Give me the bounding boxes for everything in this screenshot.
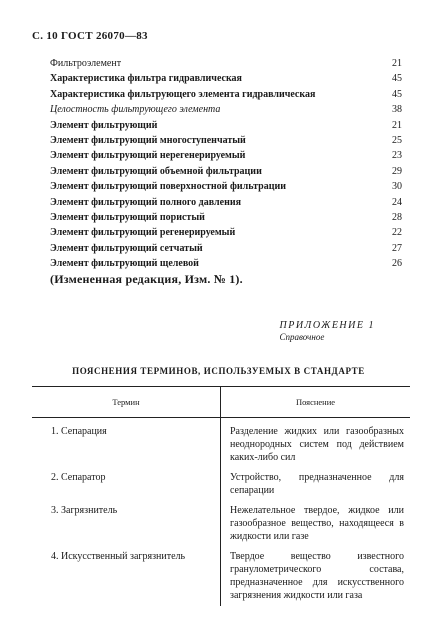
- index-row: [50, 256, 402, 271]
- index-term: Элемент фильтрующий многоступенчатый: [50, 134, 246, 146]
- index-row: [50, 195, 402, 210]
- term-definition: Твердое вещество известного гранулометрического состава, предназначенное для искусственного загрязнения жидкости или газа: [230, 551, 404, 601]
- index-page: 22: [392, 227, 402, 239]
- index-row: [50, 241, 402, 256]
- amendment-note: (Измененная редакция, Изм. № 1).: [50, 272, 243, 286]
- index-row: [50, 179, 402, 194]
- index-term: Элемент фильтрующий сетчатый: [50, 242, 203, 254]
- table-body: [32, 418, 410, 602]
- index-page: 45: [392, 73, 402, 85]
- index-page: 23: [392, 150, 402, 162]
- terms-table: [32, 386, 410, 602]
- appendix-heading: [280, 320, 376, 342]
- table-row: [32, 425, 410, 464]
- index-row: [50, 102, 402, 117]
- appendix-title: ПРИЛОЖЕНИЕ 1: [279, 320, 375, 331]
- term-name: 1. Сепарация: [51, 426, 107, 437]
- term-index: [50, 56, 402, 271]
- term-name: 2. Сепаратор: [51, 472, 106, 483]
- index-term: Характеристика фильтрующего элемента гидравлическая: [50, 88, 316, 100]
- term-definition: Разделение жидких или газообразных неоднородных систем под действием каких-либо сил: [230, 426, 404, 463]
- index-row: [50, 225, 402, 240]
- index-row: [50, 87, 402, 102]
- index-page: 45: [392, 88, 402, 100]
- index-page: 30: [392, 181, 402, 193]
- index-term: Элемент фильтрующий щелевой: [50, 258, 199, 270]
- index-row: [50, 133, 402, 148]
- index-row: [50, 164, 402, 179]
- index-row: [50, 210, 402, 225]
- index-page: 25: [392, 134, 402, 146]
- index-term: Элемент фильтрующий регенерируемый: [50, 227, 236, 239]
- index-row: [50, 118, 402, 133]
- index-term: Элемент фильтрующий нерегенерируемый: [50, 150, 246, 162]
- index-term: Элемент фильтрующий объемной фильтрации: [50, 165, 262, 177]
- index-term: Элемент фильтрующий поверхностной фильтрации: [50, 181, 287, 193]
- column-header-term: Термин: [32, 387, 221, 417]
- table-row: [32, 471, 410, 497]
- table-header: [32, 387, 410, 418]
- term-name: 4. Искусственный загрязнитель: [51, 551, 186, 562]
- column-divider: [220, 418, 221, 606]
- index-row: [50, 148, 402, 163]
- index-term: Элемент фильтрующий полного давления: [50, 196, 241, 208]
- index-term: Элемент фильтрующий пористый: [50, 211, 205, 223]
- index-row: [50, 56, 402, 71]
- index-page: 21: [392, 58, 402, 69]
- page-header: С. 10 ГОСТ 26070—83: [32, 30, 148, 42]
- index-term: Фильтроэлемент: [50, 58, 122, 69]
- table-row: [32, 504, 410, 543]
- term-definition: Устройство, предназначенное для сепарации: [230, 472, 404, 496]
- index-page: 27: [392, 242, 402, 254]
- index-term: Характеристика фильтра гидравлическая: [50, 73, 242, 85]
- index-page: 21: [392, 119, 402, 131]
- index-row: [50, 71, 402, 86]
- index-page: 24: [392, 196, 402, 208]
- term-definition: Нежелательное твердое, жидкое или газообразное вещество, находящееся в жидкости или газе: [230, 505, 404, 542]
- term-name: 3. Загрязнитель: [51, 505, 118, 516]
- index-term: Элемент фильтрующий: [50, 119, 158, 131]
- index-page: 28: [392, 211, 402, 223]
- index-page: 26: [392, 258, 402, 270]
- index-term: Целостность фильтрующего элемента: [50, 104, 221, 116]
- index-page: 29: [392, 165, 402, 177]
- index-page: 38: [392, 104, 402, 116]
- column-header-explanation: Пояснение: [295, 397, 336, 407]
- table-row: [32, 550, 410, 602]
- appendix-subtitle: Справочное: [279, 332, 325, 342]
- section-title: ПОЯСНЕНИЯ ТЕРМИНОВ, ИСПОЛЬЗУЕМЫХ В СТАНДАРТЕ: [72, 366, 365, 376]
